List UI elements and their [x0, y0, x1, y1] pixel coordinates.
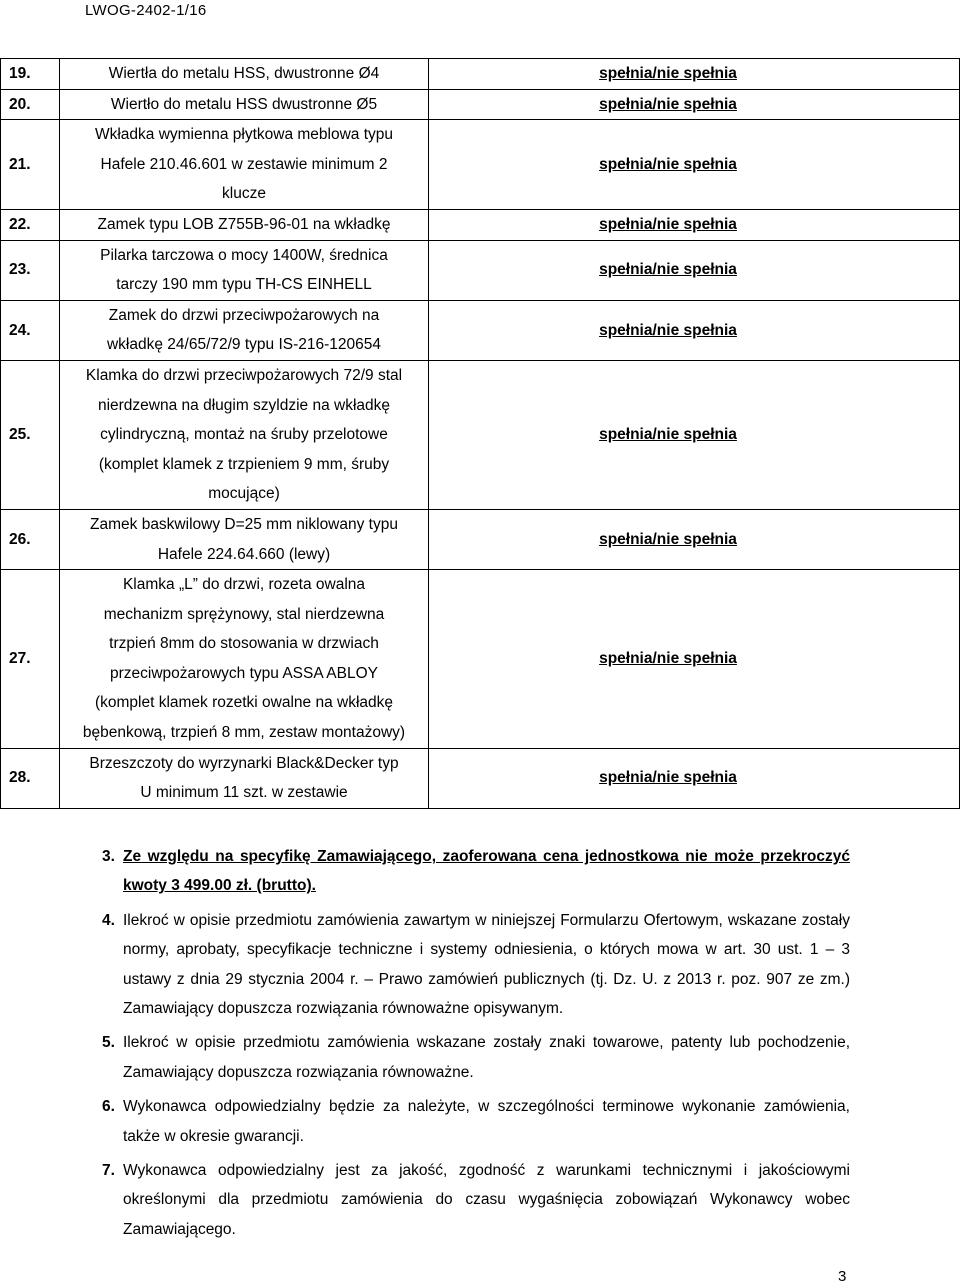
compliance-cell: [429, 240, 960, 300]
compliance-status: spełnia/nie spełnia: [599, 650, 737, 668]
note-number: 5.: [102, 1034, 115, 1052]
note-3: [102, 842, 850, 901]
item-description: Zamek baskwilowy D=25 mm niklowany typu Hafele 224.64.660 (lewy): [60, 509, 429, 569]
item-number: 19.: [1, 59, 60, 90]
table-row: [1, 120, 960, 210]
note-number: 7.: [102, 1162, 115, 1180]
note-number: 6.: [102, 1098, 115, 1116]
specification-table: [0, 58, 960, 809]
item-number: 25.: [1, 360, 60, 509]
table-row: [1, 360, 960, 509]
item-description: Zamek do drzwi przeciwpożarowych na wkładkę 24/65/72/9 typu IS-216-120654: [60, 300, 429, 360]
item-description: Klamka do drzwi przeciwpożarowych 72/9 stal nierdzewna na długim szyldzie na wkładkę cylindryczną, montaż na śruby przelotowe (komplet klamek z trzpieniem 9 mm, śruby mocujące): [60, 360, 429, 509]
note-4: [102, 906, 850, 1024]
table-row: [1, 89, 960, 120]
table-row: [1, 209, 960, 240]
compliance-status: spełnia/nie spełnia: [599, 321, 737, 339]
item-number: 21.: [1, 120, 60, 210]
note-text: Wykonawca odpowiedzialny jest za jakość, zgodność z warunkami technicznymi i jakościowymi określonymi dla przedmiotu zamówienia do czasu wygaśnięcia zobowiązań Wykonawcy wobec Zamawiającego.: [123, 1162, 850, 1238]
note-number: 3.: [102, 848, 115, 865]
table-row: [1, 240, 960, 300]
item-number: 22.: [1, 209, 60, 240]
item-description: Klamka „L” do drzwi, rozeta owalna mechanizm sprężynowy, stal nierdzewna trzpień 8mm do stosowania w drzwiach przeciwpożarowych typu ASSA ABLOY (komplet klamek rozetki owalne na wkładkę bębenkową, trzpień 8 mm, zestaw montażowy): [60, 570, 429, 749]
note-text: Wykonawca odpowiedzialny będzie za należyte, w szczególności terminowe wykonanie zamówienia, także w okresie gwarancji.: [123, 1098, 850, 1145]
table-row: [1, 509, 960, 569]
table-row: [1, 59, 960, 90]
compliance-cell: [429, 300, 960, 360]
item-number: 26.: [1, 509, 60, 569]
item-description: Wkładka wymienna płytkowa meblowa typu Hafele 210.46.601 w zestawie minimum 2 klucze: [60, 120, 429, 210]
compliance-cell: [429, 59, 960, 90]
item-description: Pilarka tarczowa o mocy 1400W, średnica tarczy 190 mm typu TH-CS EINHELL: [60, 240, 429, 300]
compliance-status: spełnia/nie spełnia: [599, 65, 737, 82]
compliance-status: spełnia/nie spełnia: [599, 261, 737, 279]
compliance-cell: [429, 120, 960, 210]
item-number: 20.: [1, 89, 60, 120]
item-description: Wiertła do metalu HSS, dwustronne Ø4: [60, 59, 429, 90]
note-5: [102, 1028, 850, 1087]
table-row: [1, 748, 960, 808]
page-number: 3: [838, 1268, 847, 1285]
item-number: 24.: [1, 300, 60, 360]
note-6: [102, 1092, 850, 1151]
document-id: LWOG-2402-1/16: [85, 2, 207, 19]
table-row: [1, 570, 960, 749]
table-row: [1, 300, 960, 360]
compliance-status: spełnia/nie spełnia: [599, 769, 737, 787]
note-7: [102, 1156, 850, 1244]
compliance-status: spełnia/nie spełnia: [599, 95, 737, 113]
compliance-cell: [429, 509, 960, 569]
compliance-cell: [429, 748, 960, 808]
note-text: Ze względu na specyfikę Zamawiającego, zaoferowana cena jednostkowa nie może przekroczyć kwoty 3 499.00 zł. (brutto).: [123, 848, 850, 895]
specification-table-body: [1, 59, 960, 809]
notes-list: [102, 842, 850, 1249]
item-description: Wiertło do metalu HSS dwustronne Ø5: [60, 89, 429, 120]
compliance-status: spełnia/nie spełnia: [599, 155, 737, 173]
compliance-status: spełnia/nie spełnia: [599, 530, 737, 548]
item-number: 27.: [1, 570, 60, 749]
compliance-cell: [429, 89, 960, 120]
compliance-cell: [429, 360, 960, 509]
note-number: 4.: [102, 911, 115, 929]
item-number: 23.: [1, 240, 60, 300]
compliance-cell: [429, 570, 960, 749]
compliance-cell: [429, 209, 960, 240]
item-number: 28.: [1, 748, 60, 808]
compliance-status: spełnia/nie spełnia: [599, 215, 737, 233]
item-description: Zamek typu LOB Z755B-96-01 na wkładkę: [60, 209, 429, 240]
note-text: Ilekroć w opisie przedmiotu zamówienia zawartym w niniejszej Formularzu Ofertowym, wskazane zostały normy, aprobaty, specyfikacje techniczne i systemy odniesienia, o których mowa w art. 30 ust. 1 – 3 ustawy z dnia 29 stycznia 2004 r. – Prawo zamówień publicznych (tj. Dz. U. z 2013 r. poz. 907 ze zm.) Zamawiający dopuszcza rozwiązania równoważne opisywanym.: [123, 911, 850, 1018]
note-text: Ilekroć w opisie przedmiotu zamówienia wskazane zostały znaki towarowe, patenty lub pochodzenie, Zamawiający dopuszcza rozwiązania równoważne.: [123, 1034, 850, 1081]
item-description: Brzeszczoty do wyrzynarki Black&Decker typ U minimum 11 szt. w zestawie: [60, 748, 429, 808]
compliance-status: spełnia/nie spełnia: [599, 426, 737, 444]
